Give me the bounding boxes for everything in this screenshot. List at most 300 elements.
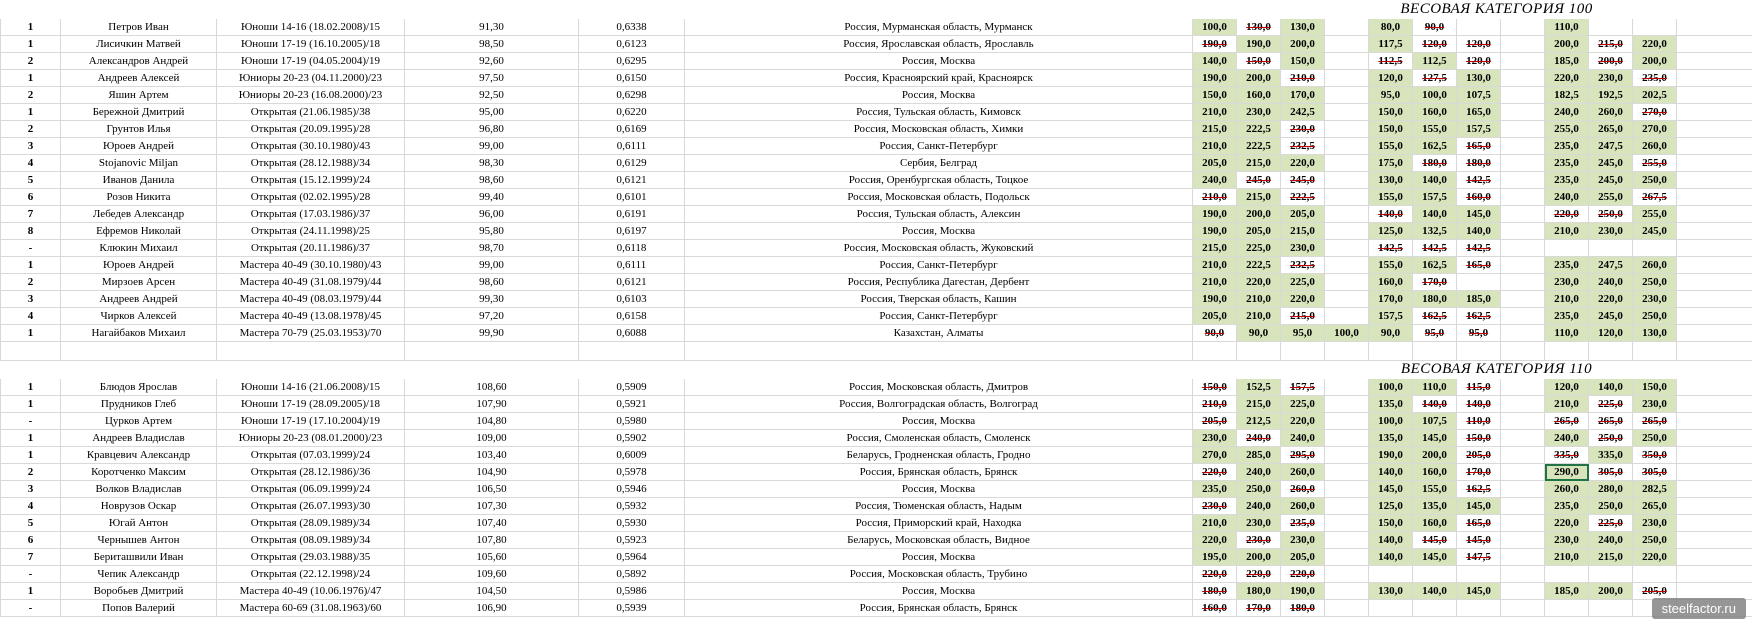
age-group-cell[interactable]: Мастера 40-49 (08.03.1979)/44	[217, 291, 405, 308]
bodyweight-cell[interactable]: 97,50	[405, 70, 579, 87]
bench-attempt-cell[interactable]	[1501, 257, 1545, 274]
empty-cell[interactable]	[1, 361, 61, 379]
bodyweight-cell[interactable]: 96,80	[405, 121, 579, 138]
squat-attempt-cell[interactable]: 260,0	[1281, 498, 1325, 515]
bench-attempt-cell[interactable]	[1501, 413, 1545, 430]
bench-attempt-cell[interactable]: 150,0	[1369, 121, 1413, 138]
empty-cell[interactable]	[1677, 413, 1752, 430]
bench-attempt-cell[interactable]: 140,0	[1369, 549, 1413, 566]
squat-attempt-cell[interactable]	[1325, 70, 1369, 87]
empty-cell[interactable]	[1413, 342, 1457, 361]
bench-attempt-cell[interactable]: 112,5	[1369, 53, 1413, 70]
age-group-cell[interactable]: Юноши 17-19 (17.10.2004)/19	[217, 413, 405, 430]
bench-attempt-cell[interactable]	[1501, 274, 1545, 291]
deadlift-attempt-cell[interactable]: 235,0	[1545, 308, 1589, 325]
squat-attempt-cell[interactable]: 200,0	[1281, 36, 1325, 53]
deadlift-attempt-cell[interactable]: 230,0	[1545, 274, 1589, 291]
bench-attempt-cell[interactable]	[1501, 138, 1545, 155]
squat-attempt-cell[interactable]: 222,5	[1281, 189, 1325, 206]
coefficient-cell[interactable]: 0,5892	[579, 566, 685, 583]
bench-attempt-cell[interactable]	[1413, 566, 1457, 583]
bodyweight-cell[interactable]: 98,30	[405, 155, 579, 172]
deadlift-attempt-cell[interactable]: 200,0	[1589, 583, 1633, 600]
squat-attempt-cell[interactable]	[1325, 19, 1369, 36]
squat-attempt-cell[interactable]: 230,0	[1237, 515, 1281, 532]
bodyweight-cell[interactable]: 95,00	[405, 104, 579, 121]
squat-attempt-cell[interactable]	[1325, 291, 1369, 308]
empty-cell[interactable]	[61, 1, 217, 19]
deadlift-attempt-cell[interactable]: 250,0	[1589, 206, 1633, 223]
squat-attempt-cell[interactable]	[1325, 600, 1369, 617]
athlete-name-cell[interactable]: Кравцевич Александр	[61, 447, 217, 464]
deadlift-attempt-cell[interactable]: 265,0	[1633, 413, 1677, 430]
squat-attempt-cell[interactable]: 260,0	[1281, 464, 1325, 481]
empty-cell[interactable]	[1677, 549, 1752, 566]
bench-attempt-cell[interactable]: 145,0	[1413, 430, 1457, 447]
deadlift-attempt-cell[interactable]: 250,0	[1633, 532, 1677, 549]
bench-attempt-cell[interactable]: 142,5	[1369, 240, 1413, 257]
bench-attempt-cell[interactable]: 135,0	[1413, 498, 1457, 515]
squat-attempt-cell[interactable]: 220,0	[1237, 274, 1281, 291]
bench-attempt-cell[interactable]: 125,0	[1369, 223, 1413, 240]
squat-attempt-cell[interactable]: 222,5	[1237, 138, 1281, 155]
empty-cell[interactable]	[405, 342, 579, 361]
bodyweight-cell[interactable]: 104,50	[405, 583, 579, 600]
coefficient-cell[interactable]: 0,5921	[579, 396, 685, 413]
place-cell[interactable]: 5	[1, 515, 61, 532]
deadlift-attempt-cell[interactable]: 265,0	[1545, 413, 1589, 430]
athlete-name-cell[interactable]: Бережной Дмитрий	[61, 104, 217, 121]
squat-attempt-cell[interactable]: 90,0	[1237, 325, 1281, 342]
bench-attempt-cell[interactable]	[1501, 172, 1545, 189]
bench-attempt-cell[interactable]: 155,0	[1413, 121, 1457, 138]
bench-attempt-cell[interactable]: 140,0	[1413, 172, 1457, 189]
age-group-cell[interactable]: Открытая (30.10.1980)/43	[217, 138, 405, 155]
country-cell[interactable]: Россия, Республика Дагестан, Дербент	[685, 274, 1193, 291]
squat-attempt-cell[interactable]	[1325, 257, 1369, 274]
empty-cell[interactable]	[1677, 396, 1752, 413]
bench-attempt-cell[interactable]	[1501, 206, 1545, 223]
squat-attempt-cell[interactable]: 295,0	[1281, 447, 1325, 464]
bench-attempt-cell[interactable]: 162,5	[1413, 257, 1457, 274]
empty-cell[interactable]	[217, 342, 405, 361]
age-group-cell[interactable]: Юниоры 20-23 (16.08.2000)/23	[217, 87, 405, 104]
age-group-cell[interactable]: Открытая (29.03.1988)/35	[217, 549, 405, 566]
deadlift-attempt-cell[interactable]: 200,0	[1633, 53, 1677, 70]
country-cell[interactable]: Россия, Московская область, Трубино	[685, 566, 1193, 583]
bench-attempt-cell[interactable]	[1501, 104, 1545, 121]
squat-attempt-cell[interactable]: 220,0	[1193, 566, 1237, 583]
deadlift-attempt-cell[interactable]: 120,0	[1589, 325, 1633, 342]
empty-cell[interactable]	[1677, 308, 1752, 325]
bench-attempt-cell[interactable]: 90,0	[1369, 325, 1413, 342]
age-group-cell[interactable]: Мастера 40-49 (13.08.1978)/45	[217, 308, 405, 325]
deadlift-attempt-cell[interactable]: 250,0	[1633, 430, 1677, 447]
squat-attempt-cell[interactable]: 232,5	[1281, 257, 1325, 274]
empty-cell[interactable]	[1677, 566, 1752, 583]
deadlift-attempt-cell[interactable]: 210,0	[1545, 291, 1589, 308]
coefficient-cell[interactable]: 0,6338	[579, 19, 685, 36]
squat-attempt-cell[interactable]: 220,0	[1281, 155, 1325, 172]
athlete-name-cell[interactable]: Розов Никита	[61, 189, 217, 206]
deadlift-attempt-cell[interactable]: 182,5	[1545, 87, 1589, 104]
deadlift-attempt-cell[interactable]: 255,0	[1633, 155, 1677, 172]
age-group-cell[interactable]: Мастера 40-49 (31.08.1979)/44	[217, 274, 405, 291]
squat-attempt-cell[interactable]: 190,0	[1193, 291, 1237, 308]
empty-cell[interactable]	[1501, 342, 1545, 361]
bench-attempt-cell[interactable]: 160,0	[1457, 189, 1501, 206]
age-group-cell[interactable]: Юноши 17-19 (28.09.2005)/18	[217, 396, 405, 413]
bench-attempt-cell[interactable]: 140,0	[1413, 396, 1457, 413]
country-cell[interactable]: Россия, Московская область, Жуковский	[685, 240, 1193, 257]
bench-attempt-cell[interactable]: 150,0	[1457, 430, 1501, 447]
deadlift-attempt-cell[interactable]: 282,5	[1633, 481, 1677, 498]
place-cell[interactable]: 1	[1, 19, 61, 36]
squat-attempt-cell[interactable]: 180,0	[1193, 583, 1237, 600]
squat-attempt-cell[interactable]: 150,0	[1237, 53, 1281, 70]
athlete-name-cell[interactable]: Андреев Андрей	[61, 291, 217, 308]
age-group-cell[interactable]: Открытая (02.02.1995)/28	[217, 189, 405, 206]
squat-attempt-cell[interactable]	[1325, 396, 1369, 413]
bench-attempt-cell[interactable]	[1501, 498, 1545, 515]
place-cell[interactable]: 1	[1, 104, 61, 121]
place-cell[interactable]: 7	[1, 206, 61, 223]
squat-attempt-cell[interactable]: 90,0	[1193, 325, 1237, 342]
squat-attempt-cell[interactable]: 225,0	[1237, 240, 1281, 257]
deadlift-attempt-cell[interactable]: 202,5	[1633, 87, 1677, 104]
deadlift-attempt-cell[interactable]: 250,0	[1589, 430, 1633, 447]
coefficient-cell[interactable]: 0,6009	[579, 447, 685, 464]
athlete-name-cell[interactable]: Нагайбаков Михаил	[61, 325, 217, 342]
deadlift-attempt-cell[interactable]: 230,0	[1545, 532, 1589, 549]
coefficient-cell[interactable]: 0,6298	[579, 87, 685, 104]
country-cell[interactable]: Россия, Волгоградская область, Волгоград	[685, 396, 1193, 413]
place-cell[interactable]: -	[1, 566, 61, 583]
deadlift-attempt-cell[interactable]: 230,0	[1633, 515, 1677, 532]
deadlift-attempt-cell[interactable]: 235,0	[1545, 498, 1589, 515]
empty-cell[interactable]	[1677, 274, 1752, 291]
age-group-cell[interactable]: Юноши 17-19 (04.05.2004)/19	[217, 53, 405, 70]
bodyweight-cell[interactable]: 107,90	[405, 396, 579, 413]
deadlift-attempt-cell[interactable]: 240,0	[1545, 189, 1589, 206]
squat-attempt-cell[interactable]: 242,5	[1281, 104, 1325, 121]
coefficient-cell[interactable]: 0,5946	[579, 481, 685, 498]
squat-attempt-cell[interactable]	[1325, 464, 1369, 481]
squat-attempt-cell[interactable]: 245,0	[1237, 172, 1281, 189]
deadlift-attempt-cell[interactable]: 250,0	[1633, 274, 1677, 291]
place-cell[interactable]: 5	[1, 172, 61, 189]
bodyweight-cell[interactable]: 96,00	[405, 206, 579, 223]
bodyweight-cell[interactable]: 98,60	[405, 172, 579, 189]
squat-attempt-cell[interactable]: 250,0	[1237, 481, 1281, 498]
coefficient-cell[interactable]: 0,5932	[579, 498, 685, 515]
bench-attempt-cell[interactable]: 100,0	[1413, 87, 1457, 104]
coefficient-cell[interactable]: 0,5909	[579, 379, 685, 396]
deadlift-attempt-cell[interactable]	[1633, 240, 1677, 257]
squat-attempt-cell[interactable]: 215,0	[1193, 121, 1237, 138]
squat-attempt-cell[interactable]: 240,0	[1237, 498, 1281, 515]
country-cell[interactable]: Россия, Ярославская область, Ярославль	[685, 36, 1193, 53]
country-cell[interactable]: Россия, Московская область, Дмитров	[685, 379, 1193, 396]
bench-attempt-cell[interactable]: 110,0	[1413, 379, 1457, 396]
coefficient-cell[interactable]: 0,6111	[579, 257, 685, 274]
bench-attempt-cell[interactable]	[1501, 447, 1545, 464]
place-cell[interactable]: 1	[1, 70, 61, 87]
bench-attempt-cell[interactable]: 157,5	[1369, 308, 1413, 325]
bench-attempt-cell[interactable]: 180,0	[1413, 291, 1457, 308]
deadlift-attempt-cell[interactable]: 225,0	[1589, 515, 1633, 532]
squat-attempt-cell[interactable]: 140,0	[1193, 53, 1237, 70]
deadlift-attempt-cell[interactable]: 200,0	[1589, 53, 1633, 70]
athlete-name-cell[interactable]: Андреев Владислав	[61, 430, 217, 447]
squat-attempt-cell[interactable]: 190,0	[1193, 223, 1237, 240]
age-group-cell[interactable]: Открытая (22.12.1998)/24	[217, 566, 405, 583]
squat-attempt-cell[interactable]	[1325, 549, 1369, 566]
bench-attempt-cell[interactable]: 100,0	[1369, 379, 1413, 396]
squat-attempt-cell[interactable]: 190,0	[1193, 70, 1237, 87]
bench-attempt-cell[interactable]: 100,0	[1369, 413, 1413, 430]
bench-attempt-cell[interactable]	[1501, 189, 1545, 206]
deadlift-attempt-cell[interactable]	[1545, 600, 1589, 617]
empty-cell[interactable]	[1589, 342, 1633, 361]
place-cell[interactable]: 1	[1, 583, 61, 600]
coefficient-cell[interactable]: 0,6103	[579, 291, 685, 308]
bodyweight-cell[interactable]: 104,90	[405, 464, 579, 481]
country-cell[interactable]: Россия, Москва	[685, 413, 1193, 430]
bench-attempt-cell[interactable]: 180,0	[1457, 155, 1501, 172]
country-cell[interactable]: Россия, Приморский край, Находка	[685, 515, 1193, 532]
bodyweight-cell[interactable]: 91,30	[405, 19, 579, 36]
bodyweight-cell[interactable]: 109,00	[405, 430, 579, 447]
squat-attempt-cell[interactable]	[1325, 447, 1369, 464]
squat-attempt-cell[interactable]: 230,0	[1281, 532, 1325, 549]
squat-attempt-cell[interactable]: 240,0	[1237, 464, 1281, 481]
bench-attempt-cell[interactable]: 107,5	[1457, 87, 1501, 104]
bench-attempt-cell[interactable]: 132,5	[1413, 223, 1457, 240]
athlete-name-cell[interactable]: Коротченко Максим	[61, 464, 217, 481]
squat-attempt-cell[interactable]: 260,0	[1281, 481, 1325, 498]
athlete-name-cell[interactable]: Мирзоев Арсен	[61, 274, 217, 291]
athlete-name-cell[interactable]: Чирков Алексей	[61, 308, 217, 325]
age-group-cell[interactable]: Мастера 40-49 (10.06.1976)/47	[217, 583, 405, 600]
squat-attempt-cell[interactable]	[1325, 155, 1369, 172]
deadlift-attempt-cell[interactable]: 255,0	[1633, 206, 1677, 223]
bench-attempt-cell[interactable]: 142,5	[1413, 240, 1457, 257]
empty-cell[interactable]	[1677, 342, 1752, 361]
squat-attempt-cell[interactable]: 190,0	[1193, 36, 1237, 53]
deadlift-attempt-cell[interactable]: 265,0	[1589, 413, 1633, 430]
deadlift-attempt-cell[interactable]	[1589, 240, 1633, 257]
age-group-cell[interactable]: Открытая (20.11.1986)/37	[217, 240, 405, 257]
bench-attempt-cell[interactable]: 155,0	[1369, 189, 1413, 206]
empty-cell[interactable]	[217, 1, 405, 19]
squat-attempt-cell[interactable]: 240,0	[1237, 430, 1281, 447]
country-cell[interactable]: Россия, Москва	[685, 481, 1193, 498]
deadlift-attempt-cell[interactable]: 245,0	[1633, 223, 1677, 240]
squat-attempt-cell[interactable]: 190,0	[1193, 206, 1237, 223]
squat-attempt-cell[interactable]: 220,0	[1193, 464, 1237, 481]
athlete-name-cell[interactable]: Бериташвили Иван	[61, 549, 217, 566]
bodyweight-cell[interactable]: 107,30	[405, 498, 579, 515]
bench-attempt-cell[interactable]: 145,0	[1413, 532, 1457, 549]
bench-attempt-cell[interactable]: 127,5	[1413, 70, 1457, 87]
coefficient-cell[interactable]: 0,6158	[579, 308, 685, 325]
athlete-name-cell[interactable]: Александров Андрей	[61, 53, 217, 70]
deadlift-attempt-cell[interactable]: 120,0	[1545, 379, 1589, 396]
place-cell[interactable]: 2	[1, 464, 61, 481]
bench-attempt-cell[interactable]: 165,0	[1457, 104, 1501, 121]
coefficient-cell[interactable]: 0,6220	[579, 104, 685, 121]
age-group-cell[interactable]: Юноши 14-16 (21.06.2008)/15	[217, 379, 405, 396]
empty-cell[interactable]	[1677, 291, 1752, 308]
bench-attempt-cell[interactable]: 95,0	[1413, 325, 1457, 342]
empty-cell[interactable]	[1237, 342, 1281, 361]
squat-attempt-cell[interactable]	[1325, 223, 1369, 240]
bench-attempt-cell[interactable]	[1457, 19, 1501, 36]
country-cell[interactable]: Россия, Тверская область, Кашин	[685, 291, 1193, 308]
bench-attempt-cell[interactable]: 142,5	[1457, 172, 1501, 189]
bench-attempt-cell[interactable]: 95,0	[1457, 325, 1501, 342]
squat-attempt-cell[interactable]: 160,0	[1193, 600, 1237, 617]
deadlift-attempt-cell[interactable]: 235,0	[1545, 155, 1589, 172]
deadlift-attempt-cell[interactable]: 220,0	[1545, 515, 1589, 532]
squat-attempt-cell[interactable]: 157,5	[1281, 379, 1325, 396]
place-cell[interactable]: -	[1, 600, 61, 617]
country-cell[interactable]: Россия, Брянская область, Брянск	[685, 600, 1193, 617]
place-cell[interactable]: 2	[1, 274, 61, 291]
bench-attempt-cell[interactable]: 200,0	[1413, 447, 1457, 464]
deadlift-attempt-cell[interactable]: 110,0	[1545, 325, 1589, 342]
squat-attempt-cell[interactable]: 205,0	[1237, 223, 1281, 240]
bench-attempt-cell[interactable]	[1501, 549, 1545, 566]
squat-attempt-cell[interactable]: 210,0	[1237, 291, 1281, 308]
deadlift-attempt-cell[interactable]: 210,0	[1545, 396, 1589, 413]
coefficient-cell[interactable]: 0,5902	[579, 430, 685, 447]
coefficient-cell[interactable]: 0,5978	[579, 464, 685, 481]
bench-attempt-cell[interactable]: 170,0	[1369, 291, 1413, 308]
age-group-cell[interactable]: Юноши 17-19 (16.10.2005)/18	[217, 36, 405, 53]
squat-attempt-cell[interactable]	[1325, 274, 1369, 291]
athlete-name-cell[interactable]: Петров Иван	[61, 19, 217, 36]
bench-attempt-cell[interactable]	[1413, 600, 1457, 617]
deadlift-attempt-cell[interactable]: 270,0	[1633, 104, 1677, 121]
bench-attempt-cell[interactable]: 142,5	[1457, 240, 1501, 257]
empty-cell[interactable]	[685, 361, 1193, 379]
athlete-name-cell[interactable]: Попов Валерий	[61, 600, 217, 617]
squat-attempt-cell[interactable]	[1325, 240, 1369, 257]
deadlift-attempt-cell[interactable]: 265,0	[1633, 498, 1677, 515]
athlete-name-cell[interactable]: Stojanovic Miljan	[61, 155, 217, 172]
bench-attempt-cell[interactable]: 157,5	[1457, 121, 1501, 138]
country-cell[interactable]: Россия, Красноярский край, Красноярск	[685, 70, 1193, 87]
bodyweight-cell[interactable]: 107,40	[405, 515, 579, 532]
place-cell[interactable]: 3	[1, 481, 61, 498]
deadlift-attempt-cell[interactable]: 265,0	[1589, 121, 1633, 138]
coefficient-cell[interactable]: 0,6197	[579, 223, 685, 240]
coefficient-cell[interactable]: 0,6101	[579, 189, 685, 206]
place-cell[interactable]: 1	[1, 447, 61, 464]
place-cell[interactable]: 4	[1, 155, 61, 172]
squat-attempt-cell[interactable]: 210,0	[1193, 257, 1237, 274]
coefficient-cell[interactable]: 0,6121	[579, 274, 685, 291]
bench-attempt-cell[interactable]: 162,5	[1413, 308, 1457, 325]
squat-attempt-cell[interactable]: 222,5	[1237, 121, 1281, 138]
squat-attempt-cell[interactable]	[1325, 566, 1369, 583]
bench-attempt-cell[interactable]	[1501, 464, 1545, 481]
deadlift-attempt-cell[interactable]: 305,0	[1589, 464, 1633, 481]
squat-attempt-cell[interactable]: 205,0	[1193, 155, 1237, 172]
bodyweight-cell[interactable]: 104,80	[405, 413, 579, 430]
athlete-name-cell[interactable]: Юроев Андрей	[61, 138, 217, 155]
coefficient-cell[interactable]: 0,6111	[579, 138, 685, 155]
empty-cell[interactable]	[1677, 189, 1752, 206]
country-cell[interactable]: Россия, Оренбургская область, Тоцкое	[685, 172, 1193, 189]
deadlift-attempt-cell[interactable]: 200,0	[1545, 36, 1589, 53]
coefficient-cell[interactable]: 0,6169	[579, 121, 685, 138]
deadlift-attempt-cell[interactable]: 267,5	[1633, 189, 1677, 206]
bench-attempt-cell[interactable]: 160,0	[1413, 464, 1457, 481]
bench-attempt-cell[interactable]: 117,5	[1369, 36, 1413, 53]
empty-cell[interactable]	[579, 342, 685, 361]
deadlift-attempt-cell[interactable]: 230,0	[1589, 70, 1633, 87]
bench-attempt-cell[interactable]: 80,0	[1369, 19, 1413, 36]
empty-cell[interactable]	[1677, 19, 1752, 36]
empty-cell[interactable]	[685, 1, 1193, 19]
bench-attempt-cell[interactable]	[1501, 566, 1545, 583]
squat-attempt-cell[interactable]: 210,0	[1237, 308, 1281, 325]
place-cell[interactable]: 2	[1, 121, 61, 138]
country-cell[interactable]: Казахстан, Алматы	[685, 325, 1193, 342]
bench-attempt-cell[interactable]: 155,0	[1369, 138, 1413, 155]
deadlift-attempt-cell[interactable]: 335,0	[1545, 447, 1589, 464]
empty-cell[interactable]	[1677, 36, 1752, 53]
squat-attempt-cell[interactable]: 285,0	[1237, 447, 1281, 464]
empty-cell[interactable]	[1677, 430, 1752, 447]
bench-attempt-cell[interactable]: 115,0	[1457, 379, 1501, 396]
deadlift-attempt-cell[interactable]: 270,0	[1633, 121, 1677, 138]
deadlift-attempt-cell[interactable]: 230,0	[1589, 223, 1633, 240]
bench-attempt-cell[interactable]	[1501, 308, 1545, 325]
place-cell[interactable]: 1	[1, 325, 61, 342]
squat-attempt-cell[interactable]: 150,0	[1193, 87, 1237, 104]
coefficient-cell[interactable]: 0,5964	[579, 549, 685, 566]
deadlift-attempt-cell[interactable]: 245,0	[1589, 155, 1633, 172]
coefficient-cell[interactable]: 0,6121	[579, 172, 685, 189]
bench-attempt-cell[interactable]: 205,0	[1457, 447, 1501, 464]
empty-cell[interactable]	[1677, 481, 1752, 498]
bodyweight-cell[interactable]: 97,20	[405, 308, 579, 325]
place-cell[interactable]: 8	[1, 223, 61, 240]
place-cell[interactable]: 1	[1, 379, 61, 396]
bench-attempt-cell[interactable]	[1501, 325, 1545, 342]
bodyweight-cell[interactable]: 103,40	[405, 447, 579, 464]
squat-attempt-cell[interactable]: 222,5	[1237, 257, 1281, 274]
squat-attempt-cell[interactable]: 205,0	[1193, 308, 1237, 325]
bench-attempt-cell[interactable]: 110,0	[1457, 413, 1501, 430]
squat-attempt-cell[interactable]: 230,0	[1193, 430, 1237, 447]
age-group-cell[interactable]: Открытая (21.06.1985)/38	[217, 104, 405, 121]
empty-cell[interactable]	[217, 361, 405, 379]
bench-attempt-cell[interactable]: 125,0	[1369, 498, 1413, 515]
squat-attempt-cell[interactable]: 210,0	[1281, 70, 1325, 87]
bench-attempt-cell[interactable]	[1457, 566, 1501, 583]
deadlift-attempt-cell[interactable]: 235,0	[1545, 172, 1589, 189]
deadlift-attempt-cell[interactable]: 220,0	[1633, 36, 1677, 53]
deadlift-attempt-cell[interactable]: 220,0	[1545, 206, 1589, 223]
squat-attempt-cell[interactable]	[1325, 206, 1369, 223]
country-cell[interactable]: Россия, Московская область, Подольск	[685, 189, 1193, 206]
age-group-cell[interactable]: Юноши 14-16 (18.02.2008)/15	[217, 19, 405, 36]
